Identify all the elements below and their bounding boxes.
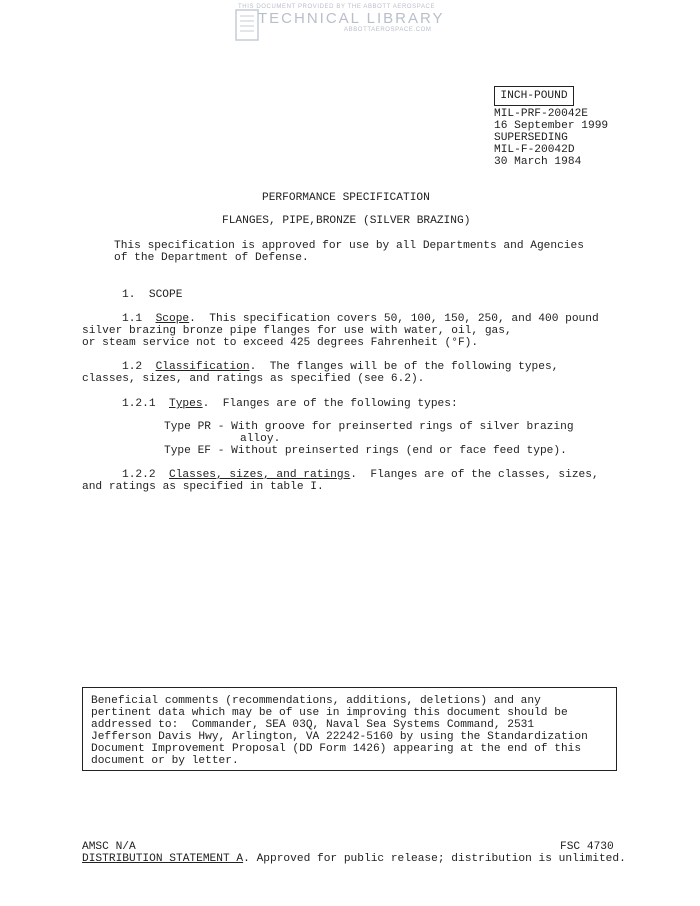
paragraph-1-2-2-line-2: and ratings as specified in table I. <box>82 481 324 493</box>
section-heading: 1. SCOPE <box>122 289 183 301</box>
comments-line: document or by letter. <box>91 755 239 767</box>
watermark-title: TECHNICAL LIBRARY <box>258 10 445 27</box>
comments-line: pertinent data which may be of use in improving this document should be <box>91 707 568 719</box>
comments-line: Document Improvement Proposal (DD Form 1426) appearing at the end of this <box>91 743 582 755</box>
paragraph-1-2-2-line-1 <box>122 469 599 481</box>
watermark-url: ABBOTTAEROSPACE.COM <box>344 27 432 33</box>
type-ef-line: Type EF - Without preinserted rings (end or face feed type). <box>164 445 567 457</box>
para-title: Scope <box>155 313 190 325</box>
paragraph-1-2-1-line-1 <box>122 398 458 410</box>
comments-line: Jefferson Davis Hwy, Arlington, VA 22242-5160 by using the Standardization <box>91 731 588 743</box>
paragraph-1-2-line-1 <box>122 361 558 373</box>
type-pr-line-2: alloy. <box>240 433 281 445</box>
spec-subject-title: FLANGES, PIPE,BRONZE (SILVER BRAZING) <box>222 215 471 227</box>
inch-pound-label: INCH-POUND <box>494 86 574 106</box>
para-text: . Flanges are of the following types: <box>202 398 458 410</box>
para-number: 1.2.1 <box>122 398 169 410</box>
type-pr-line-1: Type PR - With groove for preinserted rings of silver brazing <box>164 421 574 433</box>
para-title: Classification <box>155 361 250 373</box>
paragraph-1-2-line-2: classes, sizes, and ratings as specified (see 6.2). <box>82 373 425 385</box>
doc-number: MIL-PRF-20042E <box>494 108 588 120</box>
fsc-label: FSC 4730 <box>560 841 614 853</box>
para-text: . Flanges are of the classes, sizes, <box>350 469 599 481</box>
watermark-top-line: THIS DOCUMENT PROVIDED BY THE ABBOTT AEROSPACE <box>238 4 436 10</box>
para-title: Types <box>169 398 203 410</box>
distribution-label: DISTRIBUTION STATEMENT A <box>82 853 244 865</box>
para-number: 1.2.2 <box>122 469 169 481</box>
superseded-number: MIL-F-20042D <box>494 144 575 156</box>
para-number: 1.1 <box>122 313 156 325</box>
comments-line: addressed to: Commander, SEA 03Q, Naval Sea Systems Command, 2531 <box>91 719 535 731</box>
superseded-date: 30 March 1984 <box>494 156 582 168</box>
paragraph-1-1-line-3: or steam service not to exceed 425 degrees Fahrenheit (°F). <box>82 337 479 349</box>
para-text: . The flanges will be of the following types, <box>249 361 559 373</box>
beneficial-comments-box <box>82 687 617 771</box>
spec-type-title: PERFORMANCE SPECIFICATION <box>262 192 430 204</box>
technical-library-watermark <box>232 2 458 48</box>
doc-date: 16 September 1999 <box>494 120 609 132</box>
comments-line: Beneficial comments (recommendations, additions, deletions) and any <box>91 695 541 707</box>
approval-line-2: of the Department of Defense. <box>114 252 309 264</box>
distribution-statement <box>82 853 626 865</box>
superseding-label: SUPERSEDING <box>494 132 568 144</box>
para-text: . This specification covers 50, 100, 150, 250, and 400 pound <box>189 313 599 325</box>
amsc-label: AMSC N/A <box>82 841 136 853</box>
paragraph-1-1-line-2: silver brazing bronze pipe flanges for use with water, oil, gas, <box>82 325 512 337</box>
distribution-text: . Approved for public release; distribution is unlimited. <box>243 853 626 865</box>
para-title: Classes, sizes, and ratings <box>169 469 351 481</box>
approval-line-1: This specification is approved for use by all Departments and Agencies <box>114 240 584 252</box>
paragraph-1-1-line-1 <box>122 313 599 325</box>
para-number: 1.2 <box>122 361 156 373</box>
